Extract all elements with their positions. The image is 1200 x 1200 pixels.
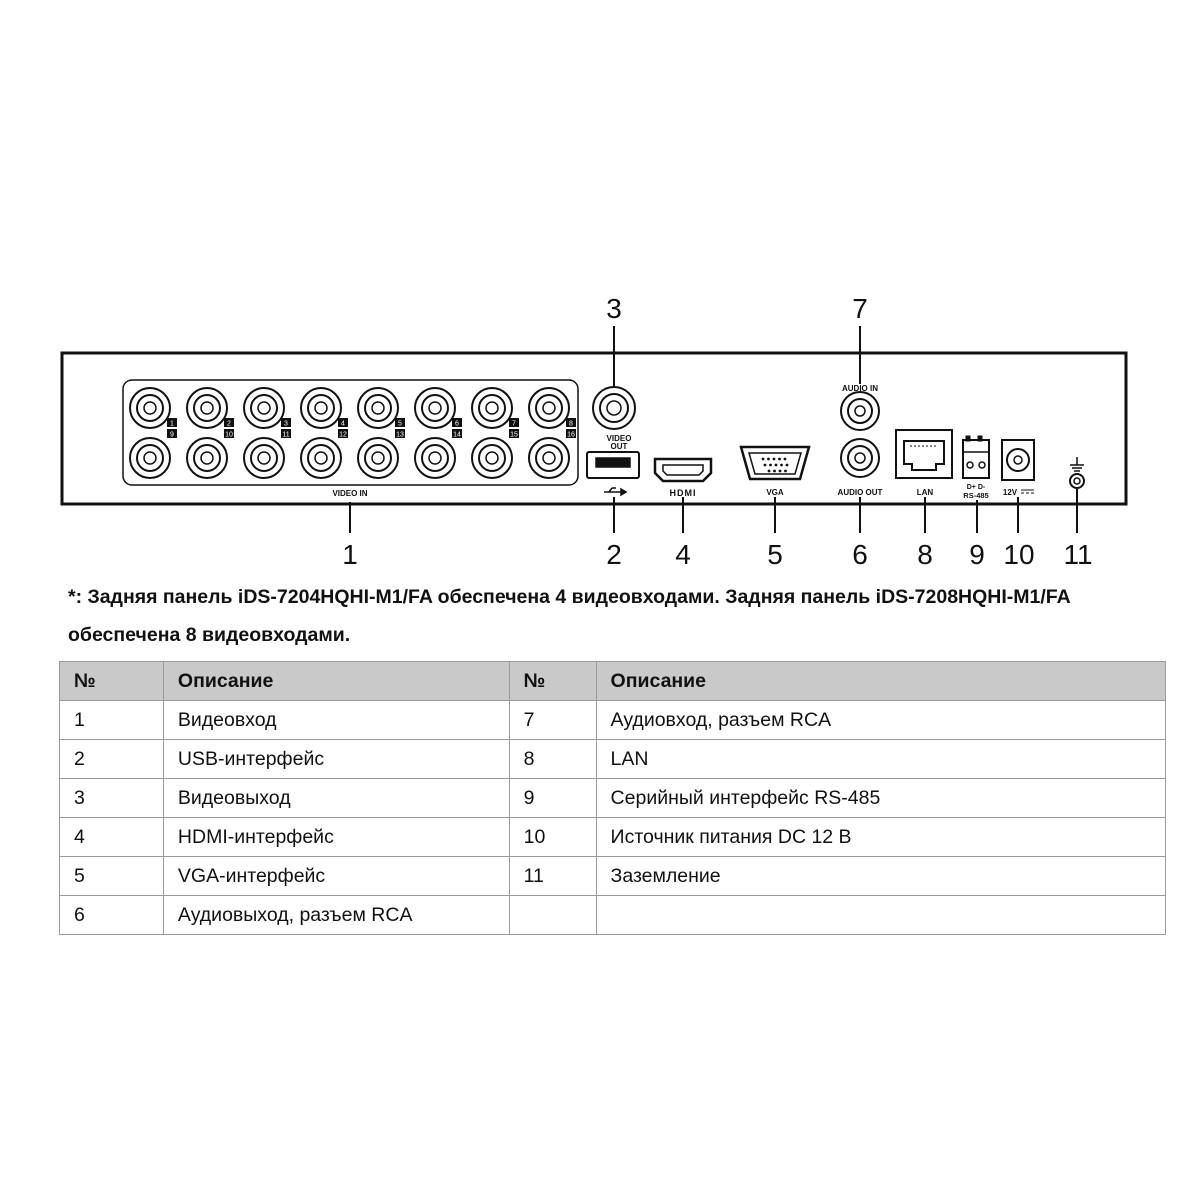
header-description-right: Описание xyxy=(596,662,1165,701)
row-number-left: 2 xyxy=(60,740,164,779)
row-number-right: 10 xyxy=(509,818,596,857)
callout-1: 1 xyxy=(342,539,358,570)
channel-number: 5 xyxy=(398,420,402,428)
row-description-left: Видеовыход xyxy=(163,779,509,818)
footnote: *: Задняя панель iDS-7204HQHI-M1/FA обеспечена 4 видеовходами. Задняя панель iDS-7208HQHI-M1/FA обеспечена 8 видеовходами. xyxy=(68,586,1071,646)
row-description-left: VGA-интерфейс xyxy=(163,857,509,896)
table-row xyxy=(60,896,1166,935)
channel-number: 6 xyxy=(455,420,459,428)
row-description-right: Аудиовход, разъем RCA xyxy=(596,701,1165,740)
row-number-right: 7 xyxy=(509,701,596,740)
channel-number: 3 xyxy=(284,420,288,428)
table-row xyxy=(60,857,1166,896)
callout-3: 3 xyxy=(606,293,622,324)
channel-number: 11 xyxy=(282,431,290,439)
rear-panel-diagram xyxy=(0,0,1200,575)
video-out-label-line1: VIDEO xyxy=(606,434,632,443)
channel-number: 10 xyxy=(225,431,233,439)
callout-10: 10 xyxy=(1003,539,1035,570)
channel-number: 2 xyxy=(227,420,231,428)
audio-in-label: AUDIO IN xyxy=(842,384,878,393)
row-description-right: Серийный интерфейс RS-485 xyxy=(596,779,1165,818)
row-number-left: 5 xyxy=(60,857,164,896)
video-in-label: VIDEO IN xyxy=(332,489,368,498)
channel-number: 15 xyxy=(510,431,518,439)
row-number-left: 6 xyxy=(60,896,164,935)
row-description-right: Заземление xyxy=(596,857,1165,896)
vga-label: VGA xyxy=(766,488,784,497)
power-label: 12V xyxy=(1002,488,1018,497)
legend-table xyxy=(59,661,1166,935)
chassis-outline xyxy=(62,353,1126,504)
row-number-right: 11 xyxy=(509,857,596,896)
table-row xyxy=(60,818,1166,857)
callout-9: 9 xyxy=(969,539,985,570)
header-number-right: № xyxy=(509,662,596,701)
row-number-right: 8 xyxy=(509,740,596,779)
callout-11: 11 xyxy=(1063,539,1093,570)
callout-4: 4 xyxy=(675,539,691,570)
row-description-right: Источник питания DC 12 В xyxy=(596,818,1165,857)
channel-number: 7 xyxy=(512,420,516,428)
row-description-right xyxy=(596,896,1165,935)
row-number-right: 9 xyxy=(509,779,596,818)
channel-number: 9 xyxy=(170,431,174,439)
table-row xyxy=(60,740,1166,779)
table-row xyxy=(60,701,1166,740)
rs485-label: RS-485 xyxy=(963,491,989,500)
callout-5: 5 xyxy=(767,539,783,570)
header-description-left: Описание xyxy=(163,662,509,701)
row-description-left: Видеовход xyxy=(163,701,509,740)
channel-number: 12 xyxy=(339,431,347,439)
row-description-left: HDMI-интерфейс xyxy=(163,818,509,857)
table-header-row xyxy=(60,662,1166,701)
channel-number: 8 xyxy=(569,420,573,428)
channel-number: 1 xyxy=(170,420,174,428)
lan-label: LAN xyxy=(916,488,934,497)
row-description-left: USB-интерфейс xyxy=(163,740,509,779)
row-description-left: Аудиовыход, разъем RCA xyxy=(163,896,509,935)
audio-out-label: AUDIO OUT xyxy=(837,488,883,497)
row-number-right xyxy=(509,896,596,935)
callout-2: 2 xyxy=(606,539,622,570)
channel-number: 4 xyxy=(341,420,345,428)
video-out-label-line2: OUT xyxy=(610,442,628,451)
row-description-right: LAN xyxy=(596,740,1165,779)
table-row xyxy=(60,779,1166,818)
channel-number: 13 xyxy=(396,431,404,439)
rs485-pin-label: D+ D- xyxy=(966,484,986,491)
callout-7: 7 xyxy=(852,293,868,324)
header-number-left: № xyxy=(60,662,164,701)
channel-number: 14 xyxy=(453,431,461,439)
row-number-left: 1 xyxy=(60,701,164,740)
callout-6: 6 xyxy=(852,539,868,570)
channel-number: 16 xyxy=(567,431,575,439)
row-number-left: 4 xyxy=(60,818,164,857)
hdmi-label: HDMI xyxy=(669,488,697,498)
callout-8: 8 xyxy=(917,539,933,570)
row-number-left: 3 xyxy=(60,779,164,818)
